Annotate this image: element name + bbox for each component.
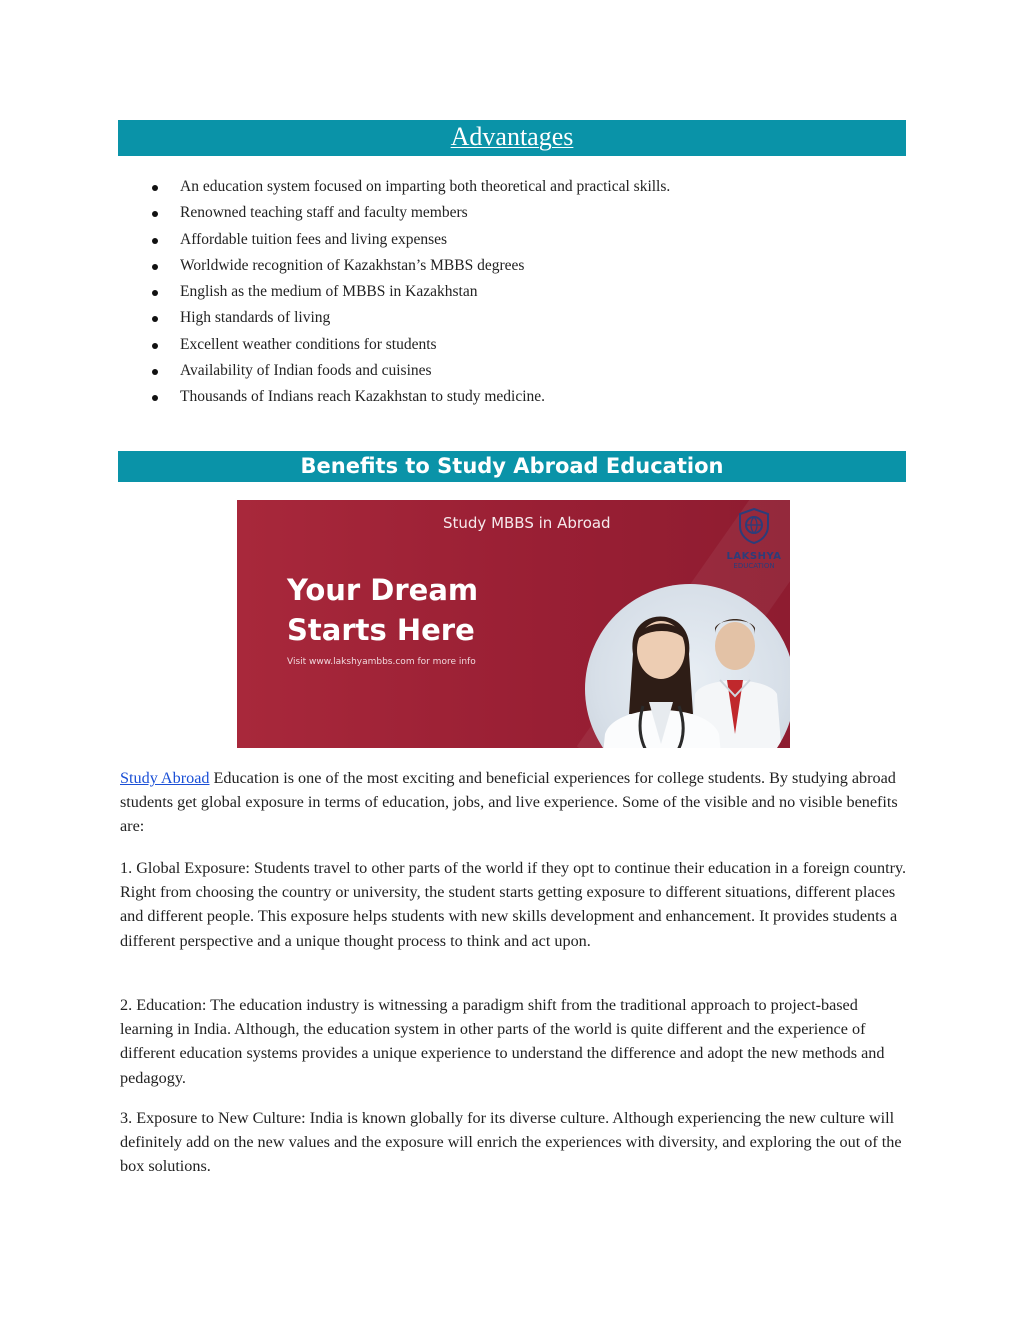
advantages-title: Advantages (450, 122, 574, 151)
list-item: Affordable tuition fees and living expenses (150, 227, 890, 253)
study-abroad-banner (237, 500, 790, 748)
intro-text: Education is one of the most exciting and beneficial experiences for college students. By studying abroad students get global exposure in terms of education, jobs, and live experience. Some of the visible and no visible benefits are: (120, 769, 898, 836)
banner-headline-line1: Your Dream (287, 573, 479, 607)
bullet-icon (152, 185, 158, 191)
bullet-icon (152, 264, 158, 270)
point-global-exposure: 1. Global Exposure: Students travel to other parts of the world if they opt to continue their education in a foreign country. Right from choosing the country or university, the student starts getting exposure to different situations, different places and different people. This exposure helps students with new skills development and enhancement. It provides students a different perspective and a unique thought process to think and act upon. (120, 859, 907, 950)
list-item: English as the medium of MBBS in Kazakhstan (150, 279, 890, 305)
bullet-icon (152, 395, 158, 401)
intro-paragraph (120, 766, 910, 839)
benefits-title: Benefits to Study Abroad Education (300, 454, 724, 478)
list-item: High standards of living (150, 305, 890, 331)
bullet-icon (152, 343, 158, 349)
point-education: 2. Education: The education industry is witnessing a paradigm shift from the traditional approach to project-based learning in India. Although, the education system in other parts of the world is quite different and the experience of different education systems provides a unique experience to understand the difference and adopt the new methods and pedagogy. (120, 996, 885, 1087)
bullet-icon (152, 369, 158, 375)
lakshya-logo (725, 506, 783, 582)
advantages-list (150, 174, 890, 411)
list-item: Thousands of Indians reach Kazakhstan to study medicine. (150, 384, 890, 410)
banner-subtitle: Study MBBS in Abroad (443, 514, 611, 532)
point-new-culture: 3. Exposure to New Culture: India is known globally for its diverse culture. Although experiencing the new culture will definitely add on the new values and the exposure will enrich the experiences with diversity, and exploring the out of the box solutions. (120, 1109, 902, 1176)
logo-subname: EDUCATION (733, 562, 775, 570)
logo-name: LAKSHYA (726, 551, 782, 562)
benefits-heading (118, 451, 906, 482)
list-item: Renowned teaching staff and faculty members (150, 200, 890, 226)
list-item: Excellent weather conditions for students (150, 332, 890, 358)
bullet-icon (152, 290, 158, 296)
bullet-icon (152, 238, 158, 244)
bullet-icon (152, 316, 158, 322)
list-item: Availability of Indian foods and cuisines (150, 358, 890, 384)
banner-headline (287, 570, 587, 650)
list-item: Worldwide recognition of Kazakhstan’s MBBS degrees (150, 253, 890, 279)
banner-website-note: Visit www.lakshyambbs.com for more info (287, 657, 476, 667)
advantages-heading (118, 120, 906, 156)
globe-crest-icon (734, 506, 774, 546)
bullet-icon (152, 211, 158, 217)
banner-headline-line2: Starts Here (287, 613, 475, 647)
list-item: An education system focused on imparting both theoretical and practical skills. (150, 174, 890, 200)
study-abroad-link[interactable]: Study Abroad (120, 769, 210, 787)
